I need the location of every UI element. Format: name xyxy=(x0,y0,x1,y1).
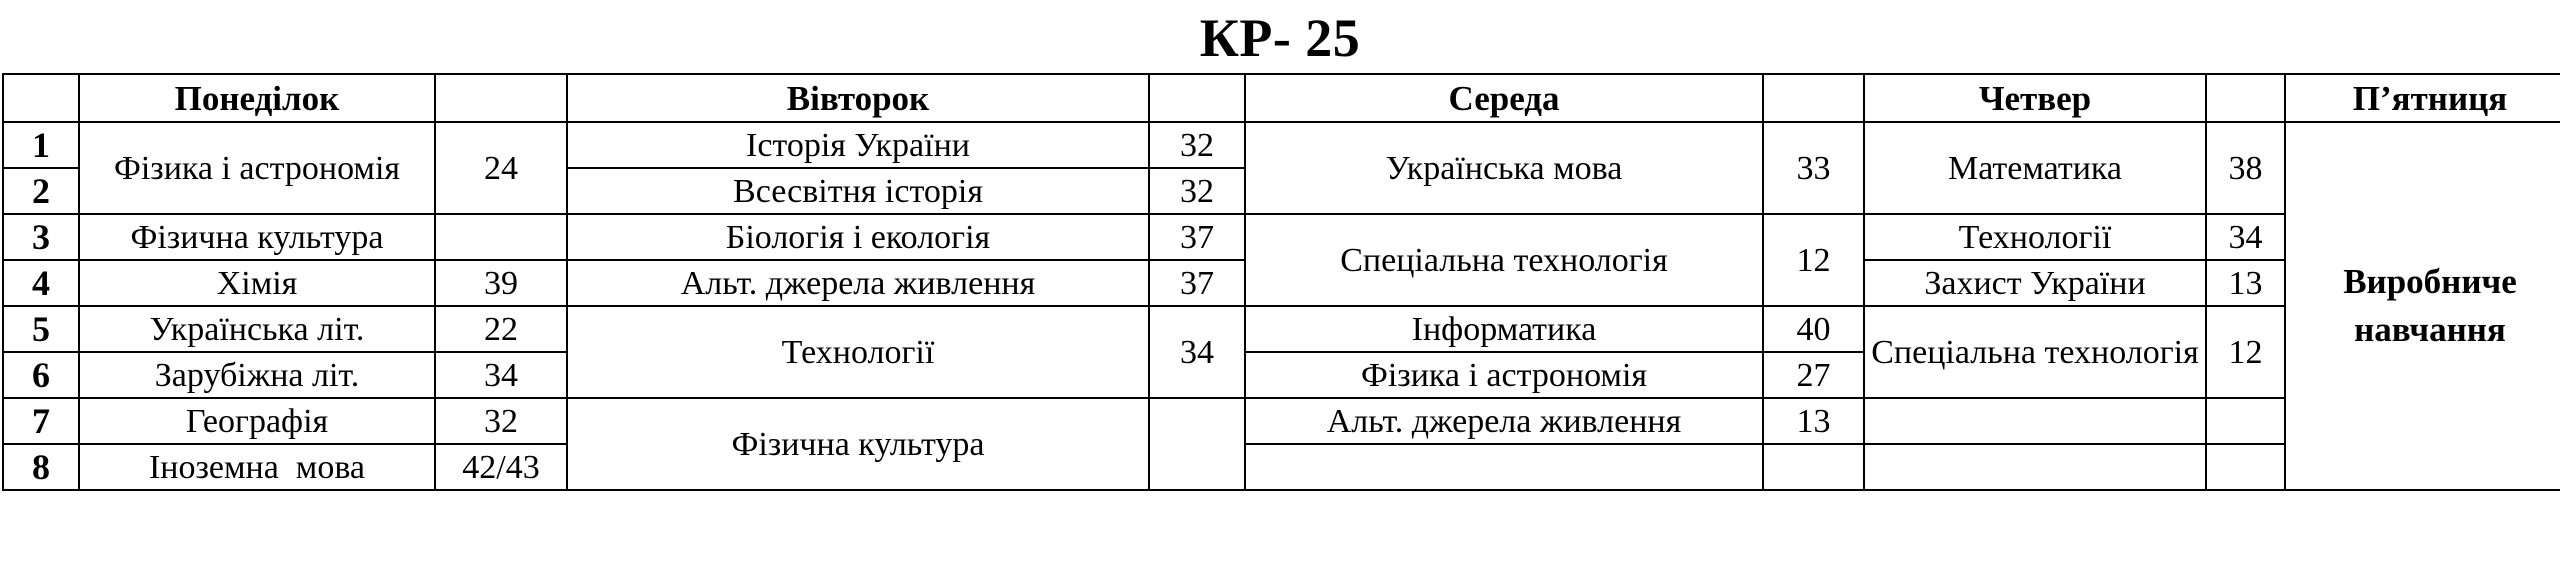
tuesday-subject: Біологія і екологія xyxy=(567,214,1149,260)
wednesday-room: 12 xyxy=(1763,214,1864,306)
wednesday-subject: Альт. джерела живлення xyxy=(1245,398,1763,444)
lesson-number: 1 xyxy=(3,122,79,168)
lesson-number: 2 xyxy=(3,168,79,214)
tuesday-room: 37 xyxy=(1149,260,1245,306)
monday-subject: Хімія xyxy=(79,260,435,306)
lesson-row xyxy=(3,122,2560,168)
wednesday-subject: Фізика і астрономія xyxy=(1245,352,1763,398)
tuesday-subject: Технології xyxy=(567,306,1149,398)
header-row xyxy=(3,74,2560,122)
monday-room: 24 xyxy=(435,122,567,214)
monday-subject: Зарубіжна літ. xyxy=(79,352,435,398)
thursday-subject xyxy=(1864,398,2206,444)
monday-room: 34 xyxy=(435,352,567,398)
thursday-room: 34 xyxy=(2206,214,2285,260)
day-header-wednesday: Середа xyxy=(1245,74,1763,122)
lesson-number: 7 xyxy=(3,398,79,444)
wednesday-subject xyxy=(1245,444,1763,490)
wednesday-subject: Українська мова xyxy=(1245,122,1763,214)
corner-cell xyxy=(3,74,79,122)
lesson-number: 8 xyxy=(3,444,79,490)
lesson-row xyxy=(3,214,2560,260)
tuesday-subject: Всесвітня історія xyxy=(567,168,1149,214)
day-header-monday: Понеділок xyxy=(79,74,435,122)
lesson-number: 6 xyxy=(3,352,79,398)
room-header-cell xyxy=(1763,74,1864,122)
wednesday-room xyxy=(1763,444,1864,490)
tuesday-subject: Альт. джерела живлення xyxy=(567,260,1149,306)
monday-subject: Фізична культура xyxy=(79,214,435,260)
monday-subject: Українська літ. xyxy=(79,306,435,352)
monday-subject: Фізика і астрономія xyxy=(79,122,435,214)
lesson-number: 5 xyxy=(3,306,79,352)
tuesday-subject: Історія України xyxy=(567,122,1149,168)
monday-room: 32 xyxy=(435,398,567,444)
day-header-thursday: Четвер xyxy=(1864,74,2206,122)
tuesday-room: 32 xyxy=(1149,168,1245,214)
wednesday-room: 40 xyxy=(1763,306,1864,352)
wednesday-room: 27 xyxy=(1763,352,1864,398)
tuesday-room: 32 xyxy=(1149,122,1245,168)
thursday-room xyxy=(2206,398,2285,444)
wednesday-subject: Спеціальна технологія xyxy=(1245,214,1763,306)
tuesday-room: 34 xyxy=(1149,306,1245,398)
lesson-row xyxy=(3,444,2560,490)
lesson-row xyxy=(3,398,2560,444)
day-header-friday: П’ятниця xyxy=(2285,74,2560,122)
tuesday-subject: Фізична культура xyxy=(567,398,1149,490)
room-header-cell xyxy=(2206,74,2285,122)
schedule-table xyxy=(2,73,2560,491)
room-header-cell xyxy=(435,74,567,122)
thursday-room xyxy=(2206,444,2285,490)
thursday-subject: Захист України xyxy=(1864,260,2206,306)
monday-subject: Іноземна мова xyxy=(79,444,435,490)
lesson-number: 3 xyxy=(3,214,79,260)
friday-subject: Виробниче навчання xyxy=(2285,122,2560,490)
wednesday-subject: Інформатика xyxy=(1245,306,1763,352)
thursday-subject: Спеціальна технологія xyxy=(1864,306,2206,398)
monday-room: 39 xyxy=(435,260,567,306)
thursday-subject: Технології xyxy=(1864,214,2206,260)
wednesday-room: 13 xyxy=(1763,398,1864,444)
monday-room: 42/43 xyxy=(435,444,567,490)
wednesday-room: 33 xyxy=(1763,122,1864,214)
thursday-room: 38 xyxy=(2206,122,2285,214)
monday-room xyxy=(435,214,567,260)
monday-subject: Географія xyxy=(79,398,435,444)
tuesday-room xyxy=(1149,398,1245,490)
day-header-tuesday: Вівторок xyxy=(567,74,1149,122)
thursday-room: 12 xyxy=(2206,306,2285,398)
thursday-subject xyxy=(1864,444,2206,490)
lesson-row xyxy=(3,306,2560,352)
lesson-number: 4 xyxy=(3,260,79,306)
page-title: КР- 25 xyxy=(1199,8,1361,68)
thursday-subject: Математика xyxy=(1864,122,2206,214)
room-header-cell xyxy=(1149,74,1245,122)
tuesday-room: 37 xyxy=(1149,214,1245,260)
thursday-room: 13 xyxy=(2206,260,2285,306)
monday-room: 22 xyxy=(435,306,567,352)
